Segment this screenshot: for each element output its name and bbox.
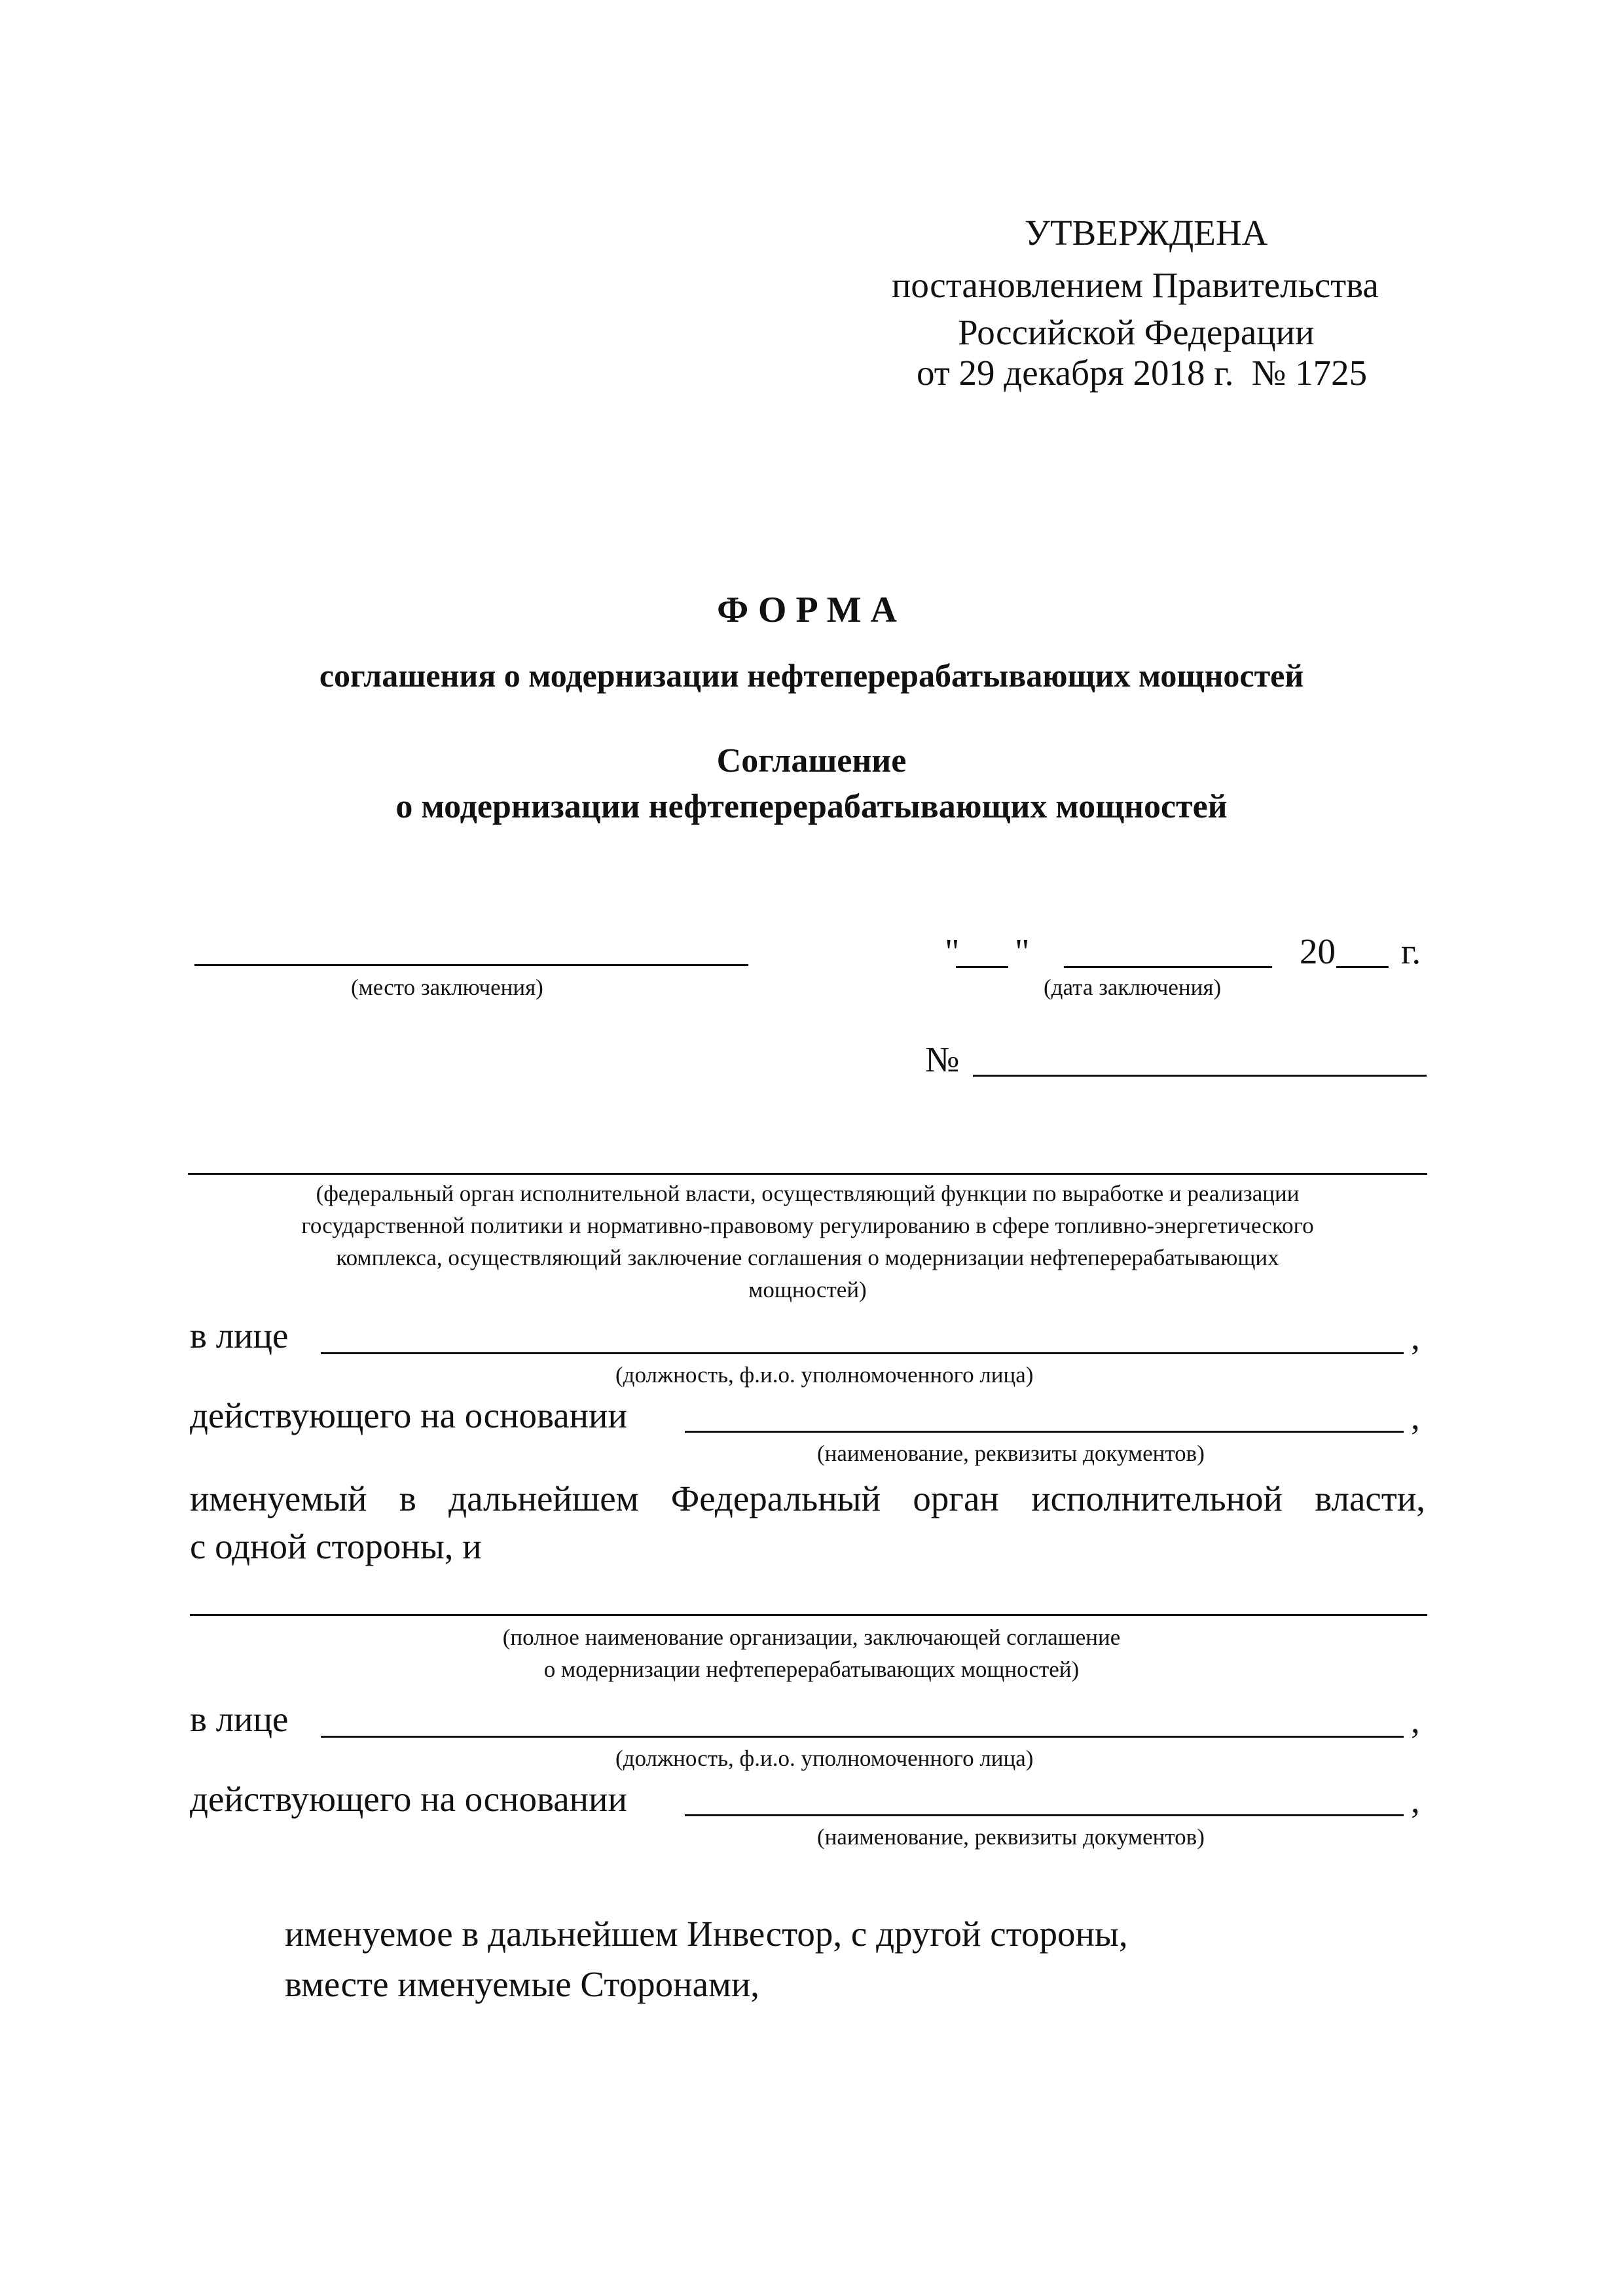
org-caption-1: (полное наименование организации, заключающей соглашение — [502, 1624, 1121, 1650]
p2-in-person-input-line[interactable] — [321, 1736, 1404, 1738]
p2-in-person-label: в лице — [190, 1699, 289, 1739]
p1-named-line-2: с одной стороны, и — [190, 1526, 482, 1566]
p1-basis-caption: (наименование, реквизиты документов) — [817, 1441, 1205, 1466]
federal-body-caption-1: (федеральный орган исполнительной власти, осуществляющий функции по выработке и реализации — [316, 1181, 1300, 1206]
year-input-line[interactable] — [1336, 966, 1389, 968]
p1-basis-input-line[interactable] — [685, 1431, 1404, 1433]
approval-line-3: от 29 декабря 2018 г. № 1725 — [917, 353, 1368, 393]
p1-in-person-comma: , — [1411, 1317, 1420, 1357]
p2-basis-comma: , — [1411, 1780, 1420, 1820]
approval-line-2: Российской Федерации — [958, 312, 1315, 352]
federal-body-caption-3: комплекса, осуществляющий заключение соглашения о модернизации нефтеперерабатывающих — [336, 1245, 1279, 1270]
agreement-title: Соглашение — [716, 742, 907, 780]
p2-named-line-1: именуемое в дальнейшем Инвестор, с другой стороны, — [285, 1914, 1128, 1954]
place-caption: (место заключения) — [351, 975, 543, 1000]
p1-named-line-1: именуемый в дальнейшем Федеральный орган исполнительной власти, — [190, 1479, 1425, 1518]
date-caption: (дата заключения) — [1044, 975, 1222, 1000]
approval-title: УТВЕРЖДЕНА — [1025, 213, 1268, 253]
p2-basis-caption: (наименование, реквизиты документов) — [817, 1824, 1205, 1850]
org-caption-2: о модернизации нефтеперерабатывающих мощностей) — [543, 1657, 1080, 1682]
approval-line-1: постановлением Правительства — [892, 265, 1379, 305]
federal-body-caption-4: мощностей) — [748, 1277, 867, 1302]
form-subtitle: соглашения о модернизации нефтеперерабатывающих мощностей — [319, 657, 1304, 694]
p1-in-person-caption: (должность, ф.и.о. уполномоченного лица) — [615, 1362, 1034, 1388]
p1-basis-comma: , — [1411, 1397, 1420, 1437]
month-input-line[interactable] — [1064, 966, 1272, 968]
number-sign: № — [925, 1039, 960, 1079]
quote-close: " — [1015, 931, 1030, 971]
year-suffix: г. — [1401, 931, 1421, 971]
p2-basis-label: действующего на основании — [190, 1779, 627, 1819]
number-input-line[interactable] — [973, 1075, 1427, 1077]
form-title: ФОРМА — [717, 590, 906, 630]
p2-named-line-2: вместе именуемые Сторонами, — [285, 1964, 760, 2004]
year-prefix: 20 — [1300, 931, 1336, 971]
place-input-line[interactable] — [194, 964, 748, 966]
p2-in-person-caption: (должность, ф.и.о. уполномоченного лица) — [615, 1746, 1034, 1771]
quote-open: " — [945, 931, 960, 971]
agreement-subtitle: о модернизации нефтеперерабатывающих мощностей — [395, 788, 1228, 825]
org-input-line[interactable] — [190, 1614, 1427, 1616]
day-input-line[interactable] — [956, 966, 1008, 968]
p1-basis-label: действующего на основании — [190, 1395, 627, 1435]
p2-in-person-comma: , — [1411, 1700, 1420, 1740]
federal-body-input-line[interactable] — [188, 1173, 1427, 1175]
p2-basis-input-line[interactable] — [685, 1814, 1404, 1816]
p1-in-person-label: в лице — [190, 1316, 289, 1355]
p1-in-person-input-line[interactable] — [321, 1352, 1404, 1354]
federal-body-caption-2: государственной политики и нормативно-правовому регулированию в сфере топливно-энергетического — [301, 1213, 1314, 1238]
